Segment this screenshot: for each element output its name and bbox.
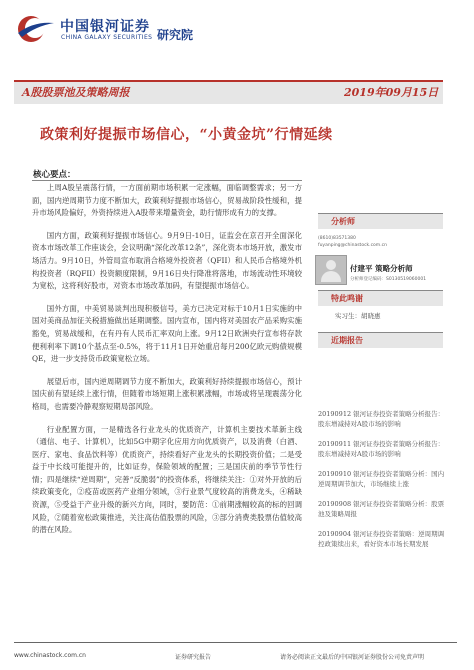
recent-report-item[interactable]	[318, 500, 448, 519]
report-series-name: A股股票池及策略周报	[22, 86, 130, 99]
analyst-email[interactable]: fuyanping@chinastock.com.cn	[318, 243, 387, 248]
report-date: 2019年09月15日	[344, 86, 439, 99]
paragraph: 国内方面，政策利好提振市场信心。9月9日-10日，证监会在京召开全面深化资本市场改革工作座谈会，会议明确“深化改革12条”，深化资本市场开放，激发市场活力。9月10日，外管局宣布取消合格境外投资者（QFII）和人民币合格境外机构投资者（RQFII）投资额度限制，9月16日央行降准将落地，市场流动性环境较为宽松，这将利好股市，对资本市场改革加码，有望提振市场信心。	[32, 230, 302, 291]
analyst-section-header	[318, 213, 443, 229]
analyst-cert: 分析师登记编码：S0130519060001	[350, 277, 427, 282]
thanks-section-header	[318, 290, 443, 306]
report-item-title: 银河证券投资者策略分析报告：股东增减持对A股市场的影响	[318, 410, 445, 428]
paragraph: 国外方面，中美贸易谈判出现积极信号，美方已决定对标于10月1日实施的中国对美商品加征关税措施做出延期调整。国内宣布，国内将对美国农产品采购实施豁免，贸易战缓和，在有丹有人民币汇率双向上涨。9月12日欧洲央行宣布将存款便利利率下调10个基点至-0.5%，将于11月1日开始重启每月200亿欧元购债规模QE，进一步支持货币政策宽松立场。	[32, 303, 302, 364]
recent-reports-header	[318, 332, 443, 348]
analyst-tel: (8610)83571380	[318, 236, 356, 241]
report-title: 政策利好提振市场信心，“小黄金坑”行情延续	[40, 127, 333, 143]
recent-report-item[interactable]	[318, 470, 448, 489]
paragraph: 展望后市，国内逆周期调节力度不断加大，政策利好持续提振市场信心，预计国庆前有望延续上涨行情，但随着市场短期上涨积累涨幅，市场或将呈现震荡分化格局，也需要冷静观察短期局部风险。	[32, 376, 302, 411]
footer-website-link[interactable]: www.chinastock.com.cn	[14, 652, 86, 659]
analyst-section-title: 分析师	[331, 217, 355, 226]
report-item-title: 银河证券投资者策略分析：股票池及策略周报	[318, 500, 445, 518]
report-item-title: 银河证券投资者策略：逆周期调控政策续出来，看好资本市场长期发展	[318, 530, 445, 548]
report-item-date: 20190904	[318, 530, 352, 538]
report-item-date: 20190908	[318, 500, 352, 508]
recent-report-item[interactable]	[318, 410, 448, 429]
recent-report-item[interactable]	[318, 440, 448, 459]
thanks-section-title: 特此鸣谢	[331, 294, 363, 303]
logo-chinese-name: 中国银河证券	[60, 19, 150, 35]
report-item-date: 20190912	[318, 410, 352, 418]
report-item-date: 20190910	[318, 470, 352, 478]
key-points-divider	[32, 180, 302, 181]
key-points-label: 核心要点：	[33, 170, 76, 180]
logo-english-name: CHINA GALAXY SECURITIES	[61, 34, 153, 41]
recent-reports-title: 近期报告	[331, 336, 363, 345]
avatar-body-icon	[321, 271, 341, 282]
institute-label: 研究院	[157, 28, 194, 42]
footer-report-type: 证券研究报告	[175, 654, 212, 661]
footer-disclaimer: 请务必阅读正文最后的中国银河证券股份公司免责声明	[280, 654, 425, 661]
report-item-title: 银河证券投资者策略分析：国内逆周期调节加大，市场继续上涨	[318, 470, 445, 488]
recent-report-item[interactable]	[318, 530, 448, 549]
avatar-head-icon	[326, 260, 336, 270]
paragraph: 上周A股呈震荡行情，一方面前期市场积累一定涨幅，面临调整需求；另一方面，国内逆周期节力度不断加大，政策利好提振市场信心，贸易战阶段性缓和，提升市场风险偏好，外资持续进入A股带来增量资金，助行情形成有力的支撑。	[32, 183, 302, 218]
report-item-title: 银河证券投资者策略分析报告：股东增减持对A股市场的影响	[318, 440, 445, 458]
key-points-body	[32, 182, 302, 547]
analyst-avatar	[315, 255, 347, 285]
report-item-date: 20190911	[318, 440, 352, 448]
galaxy-logo-icon	[14, 13, 56, 45]
analyst-name: 付建平 策略分析师	[350, 264, 413, 273]
thanks-text: 实习生：胡晓惠	[335, 312, 381, 320]
paragraph: 行业配置方面，一是精选各行业龙头的优质资产，计算机主要技术革新主线（通信、电子、计算机），比如5G中期字化应用方向优质资产，以及消费（白酒、医疗、家电、食品饮料等）优质资产，持续看好产业龙头的长期投资价值；二是受益于中长线可能提升的，比如证券，保险领域的配置；三是国庆前的季节节性行情；四是继续“逆周期”，完善“反脆弱”的投资体系，将继续关注：①对外开放的后续政策变化，②疫苗或医药产业细分领域，③行业景气度较高的消费龙头，④稀缺资源，⑤受益于产业升级的新兴方向，同时，要防范：①前期涨幅较高的标的回调风险，②随着宽松政策推进，关注高估值股票的风险，③部分消费类股票估值较高的潜在风险。	[32, 424, 302, 535]
footer-divider	[14, 642, 457, 643]
